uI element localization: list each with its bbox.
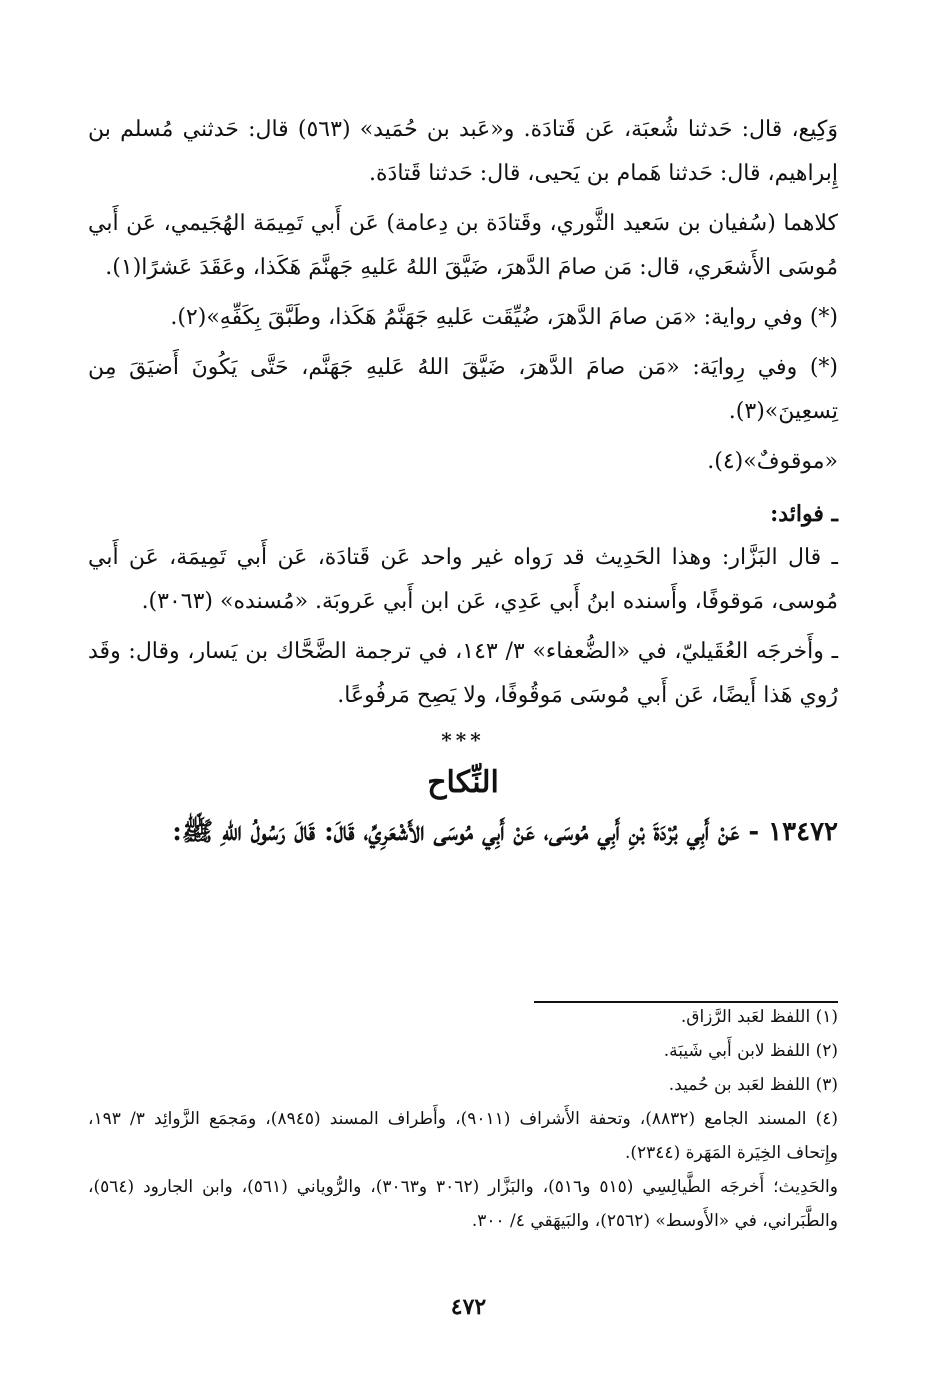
benefit-paragraph: ـ وأَخرجَه العُقَيليّ، في «الضُّعفاء» ٣/ ١٤٣، في ترجمة الضَّحَّاك بن يَسار، وقال: وقَد رُوي هَذا أَيضًا، عَن أَبي مُوسَى مَوقُوفًا، ولا يَصِح مَرفُوعًا.	[88, 639, 839, 708]
footnotes	[88, 1000, 838, 1238]
page-number: ٤٧٢	[450, 1294, 487, 1320]
hadith-text: ١٣٤٧٢ - عَنْ أَبِي بُرْدَةَ بْنِ أَبِي مُوسَى، عَنْ أَبِي مُوسَى الأَشْعَرِيِّ، قَالَ: قَالَ رَسُولُ اللهِ ﷺ:	[172, 817, 838, 847]
footnote: والحَدِيث؛ أَخرجَه الطَّيالِسِي (٥١٥ و٥١٦)، والبَزَّار (٣٠٦٢ و٣٠٦٣)، والرُّوياني (٥٦١)، وابن الجارود (٥٦٤)، والطَّبَراني، في «الأَوسط» (٢٥٦٢)، والبَيهَقي ٤/ ٣٠٠.	[88, 1177, 838, 1231]
footnote: (١) اللفظ لعَبد الرَّزاق.	[680, 1007, 838, 1027]
section-separator: ***	[441, 728, 485, 752]
paragraph: «موقوفٌ»(٤).	[707, 449, 838, 474]
benefit-paragraph: ـ قال البَزَّار: وهذا الحَدِيث قد رَواه غير واحد عَن قَتادَة، عَن أَبي تَمِيمَة، عَن أَبي مُوسى، مَوقوفًا، وأَسنده ابنُ أَبي عَدِي، عَن ابن أَبي عَروبَة. «مُسنده» (٣٠٦٣).	[88, 545, 838, 614]
paragraph: (*) وفي رواية: «مَن صامَ الدَّهرَ، ضُيِّقَت عَليهِ جَهَنَّمُ هَكَذا، وطَبَّقَ بِكَفِّهِ»(٢).	[170, 305, 838, 330]
main-text	[88, 108, 838, 856]
benefits-heading: ـ فوائد:	[770, 501, 838, 527]
paragraph: (*) وفي رِوايَة: «مَن صامَ الدَّهرَ، ضَيَّقَ اللهُ عَليهِ جَهَنَّم، حَتَّى يَكُونَ أَضيَقَ مِن تِسعِينَ»(٣).	[88, 355, 838, 424]
section-title: النِّكاح	[427, 765, 499, 800]
footnote: (٤) المسند الجامع (٨٨٣٢)، وتحفة الأَشراف (٩٠١١)، وأَطراف المسند (٨٩٤٥)، ومَجمَع الزَّوائِد ٣/ ١٩٣، وإِتحاف الخِيَرة المَهَرة (٢٣٤٤).	[88, 1109, 839, 1163]
footnote: (٢) اللفظ لابن أَبي شَيبَة.	[663, 1041, 838, 1061]
paragraph: كلاهما (سُفيان بن سَعيد الثَّوري، وقَتادَة بن دِعامة) عَن أَبي تَمِيمَة الهُجَيمي، عَن أَبي مُوسَى الأَشعَري، قال: مَن صامَ الدَّهرَ، ضَيَّقَ اللهُ عَليهِ جَهنَّمَ هَكَذا، وعَقَدَ عَشرًا(١).	[88, 211, 838, 280]
paragraph: وَكِيع، قال: حَدثنا شُعبَة، عَن قَتادَة. و«عَبد بن حُمَيد» (٥٦٣) قال: حَدثني مُسلم بن إِبراهيم، قال: حَدثنا هَمام بن يَحيى، قال: حَدثنا قَتادَة.	[88, 117, 838, 186]
footnote: (٣) اللفظ لعَبد بن حُميد.	[668, 1075, 838, 1095]
